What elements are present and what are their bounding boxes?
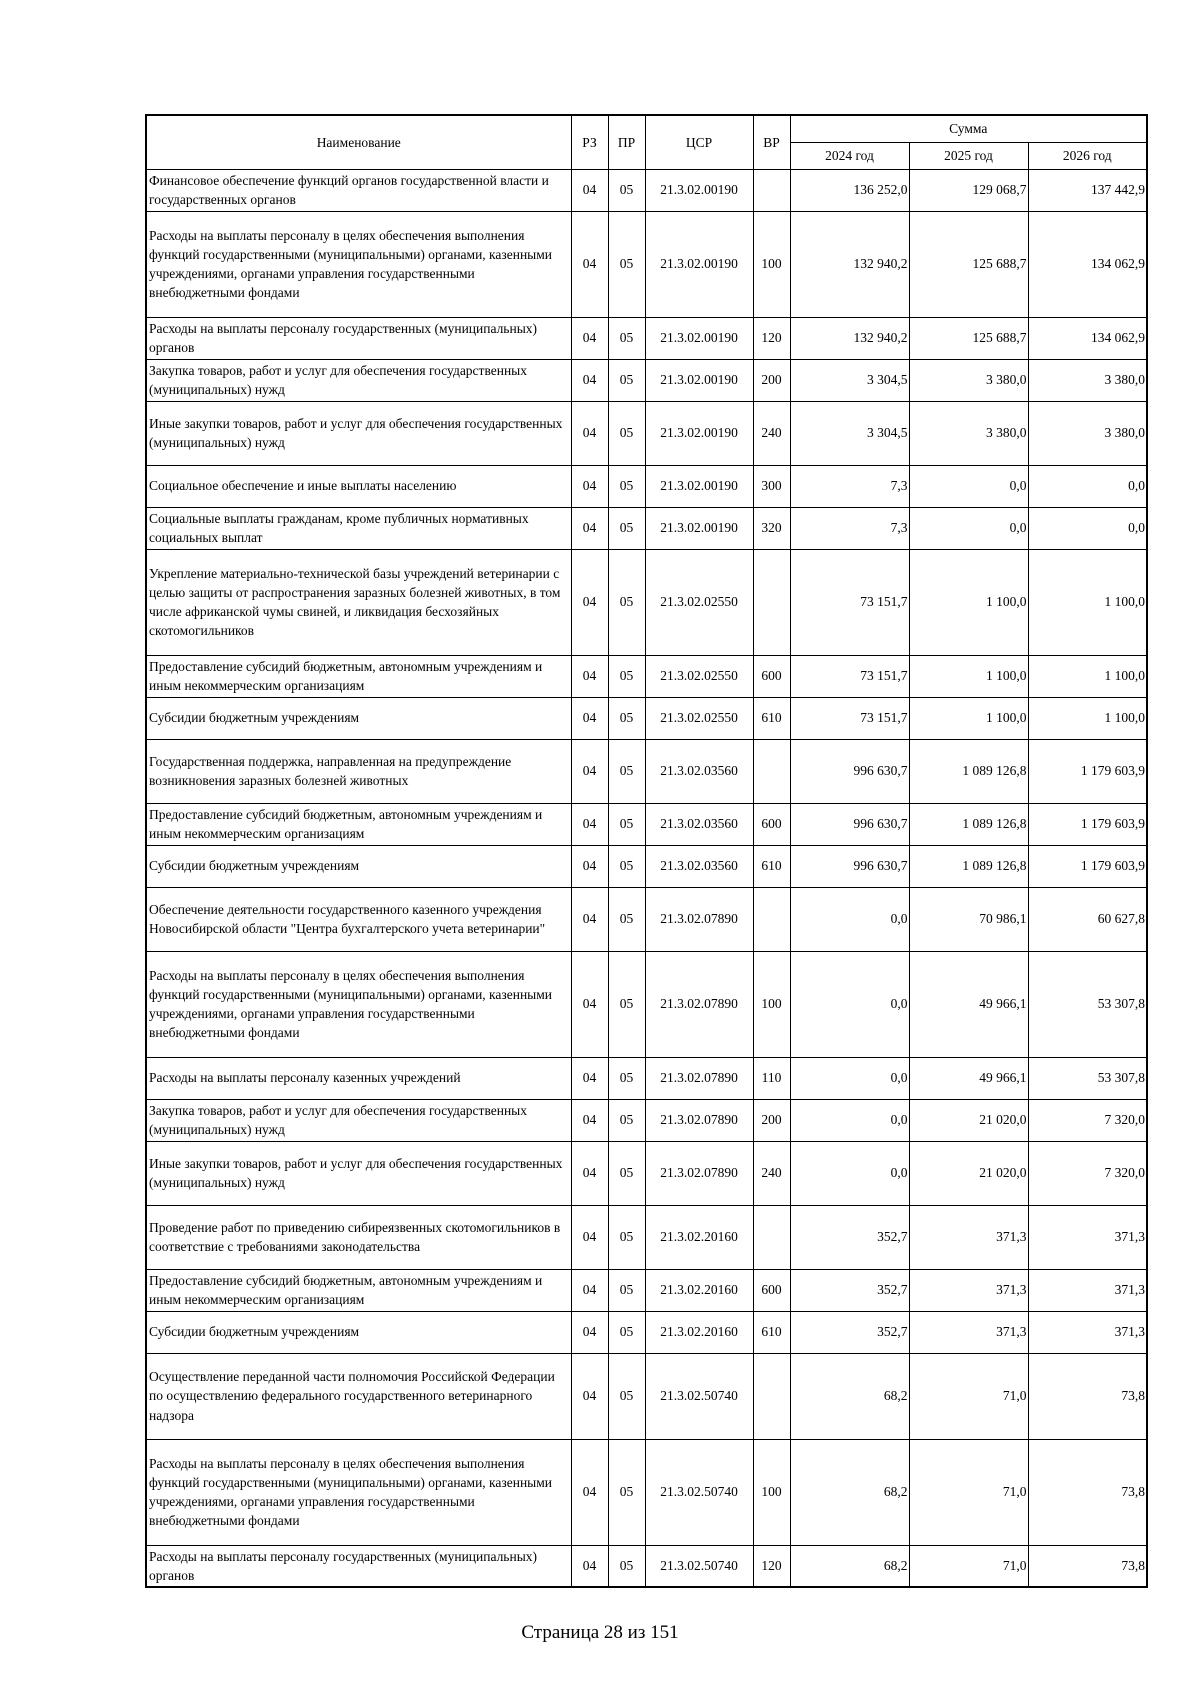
cell-pr: 05 (608, 1269, 645, 1311)
cell-2026: 134 062,9 (1028, 211, 1147, 317)
table-row (146, 465, 1147, 507)
cell-rz: 04 (571, 1353, 608, 1439)
cell-rz: 04 (571, 697, 608, 739)
cell-2025: 21 020,0 (909, 1099, 1028, 1141)
cell-rz: 04 (571, 887, 608, 951)
cell-2025: 125 688,7 (909, 317, 1028, 359)
cell-2026: 1 100,0 (1028, 697, 1147, 739)
cell-name: Предоставление субсидий бюджетным, автономным учреждениям и иным некоммерческим организациям (146, 803, 571, 845)
cell-2025: 1 100,0 (909, 697, 1028, 739)
cell-vr: 320 (753, 507, 790, 549)
cell-2024: 68,2 (790, 1545, 909, 1587)
cell-2024: 73 151,7 (790, 697, 909, 739)
cell-name: Закупка товаров, работ и услуг для обеспечения государственных (муниципальных) нужд (146, 1099, 571, 1141)
cell-2026: 0,0 (1028, 507, 1147, 549)
cell-csr: 21.3.02.07890 (645, 1141, 753, 1205)
cell-2024: 0,0 (790, 1141, 909, 1205)
cell-rz: 04 (571, 169, 608, 211)
table-row (146, 887, 1147, 951)
cell-name: Субсидии бюджетным учреждениям (146, 845, 571, 887)
table-row (146, 845, 1147, 887)
cell-2025: 70 986,1 (909, 887, 1028, 951)
cell-name: Социальные выплаты гражданам, кроме публичных нормативных социальных выплат (146, 507, 571, 549)
cell-2026: 134 062,9 (1028, 317, 1147, 359)
cell-name: Государственная поддержка, направленная на предупреждение возникновения заразных болезней животных (146, 739, 571, 803)
cell-vr: 600 (753, 1269, 790, 1311)
cell-csr: 21.3.02.07890 (645, 1057, 753, 1099)
cell-pr: 05 (608, 1141, 645, 1205)
table-row (146, 1311, 1147, 1353)
cell-2024: 3 304,5 (790, 401, 909, 465)
cell-2026: 7 320,0 (1028, 1141, 1147, 1205)
cell-2025: 3 380,0 (909, 401, 1028, 465)
cell-2026: 371,3 (1028, 1205, 1147, 1269)
table-row (146, 697, 1147, 739)
table-row (146, 317, 1147, 359)
cell-pr: 05 (608, 1205, 645, 1269)
cell-2026: 53 307,8 (1028, 951, 1147, 1057)
cell-2025: 71,0 (909, 1545, 1028, 1587)
cell-rz: 04 (571, 401, 608, 465)
table-row (146, 1205, 1147, 1269)
cell-2024: 68,2 (790, 1439, 909, 1545)
cell-rz: 04 (571, 1057, 608, 1099)
cell-csr: 21.3.02.02550 (645, 549, 753, 655)
cell-rz: 04 (571, 317, 608, 359)
table-row (146, 1545, 1147, 1587)
cell-2025: 1 100,0 (909, 549, 1028, 655)
cell-rz: 04 (571, 507, 608, 549)
cell-name: Обеспечение деятельности государственного казенного учреждения Новосибирской области "Центра бухгалтерского учета ветеринарии" (146, 887, 571, 951)
table-row (146, 1269, 1147, 1311)
cell-2024: 73 151,7 (790, 549, 909, 655)
table-row (146, 655, 1147, 697)
cell-name: Расходы на выплаты персоналу казенных учреждений (146, 1057, 571, 1099)
cell-vr (753, 169, 790, 211)
cell-name: Осуществление переданной части полномочия Российской Федерации по осуществлению федерального государственного ветеринарного надзора (146, 1353, 571, 1439)
cell-2024: 7,3 (790, 465, 909, 507)
page-number: Страница 28 из 151 (521, 1622, 679, 1643)
cell-rz: 04 (571, 1545, 608, 1587)
cell-2024: 132 940,2 (790, 211, 909, 317)
cell-name: Предоставление субсидий бюджетным, автономным учреждениям и иным некоммерческим организациям (146, 655, 571, 697)
cell-name: Субсидии бюджетным учреждениям (146, 697, 571, 739)
cell-pr: 05 (608, 951, 645, 1057)
cell-csr: 21.3.02.00190 (645, 317, 753, 359)
cell-2025: 129 068,7 (909, 169, 1028, 211)
cell-pr: 05 (608, 697, 645, 739)
cell-vr: 120 (753, 1545, 790, 1587)
cell-csr: 21.3.02.02550 (645, 655, 753, 697)
cell-2026: 1 100,0 (1028, 549, 1147, 655)
cell-vr: 610 (753, 697, 790, 739)
cell-2024: 0,0 (790, 887, 909, 951)
cell-2025: 0,0 (909, 465, 1028, 507)
cell-pr: 05 (608, 507, 645, 549)
cell-2026: 1 179 603,9 (1028, 739, 1147, 803)
cell-2026: 137 442,9 (1028, 169, 1147, 211)
cell-2025: 371,3 (909, 1269, 1028, 1311)
cell-csr: 21.3.02.00190 (645, 359, 753, 401)
cell-vr: 100 (753, 1439, 790, 1545)
cell-csr: 21.3.02.02550 (645, 697, 753, 739)
cell-pr: 05 (608, 401, 645, 465)
cell-2025: 49 966,1 (909, 1057, 1028, 1099)
cell-2025: 21 020,0 (909, 1141, 1028, 1205)
cell-2024: 996 630,7 (790, 739, 909, 803)
cell-2026: 53 307,8 (1028, 1057, 1147, 1099)
cell-2026: 60 627,8 (1028, 887, 1147, 951)
cell-vr: 240 (753, 1141, 790, 1205)
cell-vr (753, 739, 790, 803)
cell-pr: 05 (608, 465, 645, 507)
cell-vr: 300 (753, 465, 790, 507)
cell-2026: 1 100,0 (1028, 655, 1147, 697)
cell-rz: 04 (571, 951, 608, 1057)
cell-rz: 04 (571, 803, 608, 845)
cell-csr: 21.3.02.20160 (645, 1269, 753, 1311)
table-row (146, 739, 1147, 803)
cell-pr: 05 (608, 1099, 645, 1141)
cell-name: Иные закупки товаров, работ и услуг для обеспечения государственных (муниципальных) нужд (146, 401, 571, 465)
cell-2024: 68,2 (790, 1353, 909, 1439)
cell-csr: 21.3.02.50740 (645, 1439, 753, 1545)
header-csr: ЦСР (645, 115, 753, 169)
cell-name: Расходы на выплаты персоналу в целях обеспечения выполнения функций государственными (муниципальными) органами, казенными учреждениями, органами управления государственными внебюджетными фондами (146, 951, 571, 1057)
cell-2024: 352,7 (790, 1205, 909, 1269)
cell-rz: 04 (571, 739, 608, 803)
cell-2026: 73,8 (1028, 1545, 1147, 1587)
cell-csr: 21.3.02.00190 (645, 211, 753, 317)
cell-csr: 21.3.02.00190 (645, 401, 753, 465)
cell-pr: 05 (608, 845, 645, 887)
cell-name: Закупка товаров, работ и услуг для обеспечения государственных (муниципальных) нужд (146, 359, 571, 401)
cell-name: Расходы на выплаты персоналу в целях обеспечения выполнения функций государственными (муниципальными) органами, казенными учреждениями, органами управления государственными внебюджетными фондами (146, 211, 571, 317)
cell-vr: 200 (753, 359, 790, 401)
cell-2025: 371,3 (909, 1205, 1028, 1269)
cell-vr: 110 (753, 1057, 790, 1099)
header-2026: 2026 год (1028, 142, 1147, 169)
cell-pr: 05 (608, 1353, 645, 1439)
cell-name: Укрепление материально-технической базы учреждений ветеринарии с целью защиты от распространения заразных болезней животных, в том числе африканской чумы свиней, и ликвидация бесхозяйных скотомогильников (146, 549, 571, 655)
cell-2025: 71,0 (909, 1353, 1028, 1439)
cell-2024: 352,7 (790, 1311, 909, 1353)
cell-rz: 04 (571, 465, 608, 507)
cell-vr: 240 (753, 401, 790, 465)
table-row (146, 401, 1147, 465)
header-vr: ВР (753, 115, 790, 169)
cell-2024: 7,3 (790, 507, 909, 549)
cell-name: Социальное обеспечение и иные выплаты населению (146, 465, 571, 507)
cell-2024: 996 630,7 (790, 845, 909, 887)
cell-2025: 1 089 126,8 (909, 845, 1028, 887)
cell-2024: 0,0 (790, 1057, 909, 1099)
cell-2024: 0,0 (790, 951, 909, 1057)
cell-csr: 21.3.02.03560 (645, 739, 753, 803)
cell-2024: 132 940,2 (790, 317, 909, 359)
header-2025: 2025 год (909, 142, 1028, 169)
cell-pr: 05 (608, 549, 645, 655)
cell-pr: 05 (608, 1439, 645, 1545)
cell-csr: 21.3.02.00190 (645, 465, 753, 507)
table-row (146, 1439, 1147, 1545)
cell-name: Расходы на выплаты персоналу государственных (муниципальных) органов (146, 1545, 571, 1587)
cell-2026: 1 179 603,9 (1028, 845, 1147, 887)
cell-vr (753, 549, 790, 655)
cell-rz: 04 (571, 845, 608, 887)
table-row (146, 549, 1147, 655)
cell-vr (753, 887, 790, 951)
table-row (146, 169, 1147, 211)
cell-csr: 21.3.02.20160 (645, 1311, 753, 1353)
cell-2026: 73,8 (1028, 1439, 1147, 1545)
cell-csr: 21.3.02.07890 (645, 1099, 753, 1141)
table-row (146, 507, 1147, 549)
cell-rz: 04 (571, 549, 608, 655)
cell-rz: 04 (571, 1141, 608, 1205)
table-row (146, 211, 1147, 317)
cell-rz: 04 (571, 1439, 608, 1545)
cell-2024: 3 304,5 (790, 359, 909, 401)
cell-pr: 05 (608, 655, 645, 697)
cell-rz: 04 (571, 655, 608, 697)
cell-rz: 04 (571, 1311, 608, 1353)
cell-pr: 05 (608, 887, 645, 951)
cell-rz: 04 (571, 1099, 608, 1141)
cell-pr: 05 (608, 803, 645, 845)
cell-vr: 100 (753, 951, 790, 1057)
cell-name: Расходы на выплаты персоналу государственных (муниципальных) органов (146, 317, 571, 359)
cell-name: Иные закупки товаров, работ и услуг для обеспечения государственных (муниципальных) нужд (146, 1141, 571, 1205)
cell-vr: 200 (753, 1099, 790, 1141)
cell-2026: 371,3 (1028, 1269, 1147, 1311)
cell-csr: 21.3.02.07890 (645, 887, 753, 951)
cell-2026: 371,3 (1028, 1311, 1147, 1353)
cell-csr: 21.3.02.20160 (645, 1205, 753, 1269)
cell-2026: 73,8 (1028, 1353, 1147, 1439)
cell-2025: 3 380,0 (909, 359, 1028, 401)
cell-rz: 04 (571, 1205, 608, 1269)
cell-2025: 1 089 126,8 (909, 739, 1028, 803)
cell-pr: 05 (608, 317, 645, 359)
cell-csr: 21.3.02.50740 (645, 1353, 753, 1439)
cell-pr: 05 (608, 1057, 645, 1099)
cell-vr: 610 (753, 845, 790, 887)
table-row (146, 1141, 1147, 1205)
cell-vr: 600 (753, 803, 790, 845)
header-2024: 2024 год (790, 142, 909, 169)
cell-csr: 21.3.02.07890 (645, 951, 753, 1057)
cell-2026: 1 179 603,9 (1028, 803, 1147, 845)
cell-vr: 600 (753, 655, 790, 697)
cell-2025: 371,3 (909, 1311, 1028, 1353)
cell-name: Проведение работ по приведению сибиреязвенных скотомогильников в соответствие с требованиями законодательства (146, 1205, 571, 1269)
cell-vr (753, 1205, 790, 1269)
cell-2026: 7 320,0 (1028, 1099, 1147, 1141)
cell-2024: 352,7 (790, 1269, 909, 1311)
cell-2024: 73 151,7 (790, 655, 909, 697)
cell-csr: 21.3.02.03560 (645, 803, 753, 845)
cell-vr: 100 (753, 211, 790, 317)
cell-pr: 05 (608, 359, 645, 401)
cell-pr: 05 (608, 1311, 645, 1353)
cell-2024: 0,0 (790, 1099, 909, 1141)
cell-vr (753, 1353, 790, 1439)
cell-rz: 04 (571, 359, 608, 401)
cell-2026: 3 380,0 (1028, 401, 1147, 465)
cell-pr: 05 (608, 1545, 645, 1587)
cell-vr: 610 (753, 1311, 790, 1353)
cell-2026: 3 380,0 (1028, 359, 1147, 401)
cell-pr: 05 (608, 211, 645, 317)
cell-csr: 21.3.02.00190 (645, 507, 753, 549)
table-body (146, 169, 1147, 1587)
cell-csr: 21.3.02.00190 (645, 169, 753, 211)
table-row (146, 1057, 1147, 1099)
table-row (146, 951, 1147, 1057)
cell-name: Расходы на выплаты персоналу в целях обеспечения выполнения функций государственными (муниципальными) органами, казенными учреждениями, органами управления государственными внебюджетными фондами (146, 1439, 571, 1545)
cell-vr: 120 (753, 317, 790, 359)
cell-2025: 71,0 (909, 1439, 1028, 1545)
table-row (146, 1099, 1147, 1141)
table-row (146, 803, 1147, 845)
header-pr: ПР (608, 115, 645, 169)
cell-rz: 04 (571, 211, 608, 317)
cell-2025: 0,0 (909, 507, 1028, 549)
table-row (146, 359, 1147, 401)
cell-pr: 05 (608, 739, 645, 803)
cell-2025: 1 100,0 (909, 655, 1028, 697)
cell-2024: 996 630,7 (790, 803, 909, 845)
cell-name: Субсидии бюджетным учреждениям (146, 1311, 571, 1353)
table-row (146, 1353, 1147, 1439)
header-rz: РЗ (571, 115, 608, 169)
cell-2024: 136 252,0 (790, 169, 909, 211)
cell-csr: 21.3.02.50740 (645, 1545, 753, 1587)
header-sum: Сумма (790, 115, 1147, 142)
cell-2026: 0,0 (1028, 465, 1147, 507)
cell-2025: 49 966,1 (909, 951, 1028, 1057)
cell-pr: 05 (608, 169, 645, 211)
cell-2025: 125 688,7 (909, 211, 1028, 317)
cell-rz: 04 (571, 1269, 608, 1311)
cell-name: Предоставление субсидий бюджетным, автономным учреждениям и иным некоммерческим организациям (146, 1269, 571, 1311)
cell-2025: 1 089 126,8 (909, 803, 1028, 845)
cell-csr: 21.3.02.03560 (645, 845, 753, 887)
cell-name: Финансовое обеспечение функций органов государственной власти и государственных органов (146, 169, 571, 211)
budget-table (145, 114, 1148, 1588)
header-name: Наименование (146, 115, 571, 169)
